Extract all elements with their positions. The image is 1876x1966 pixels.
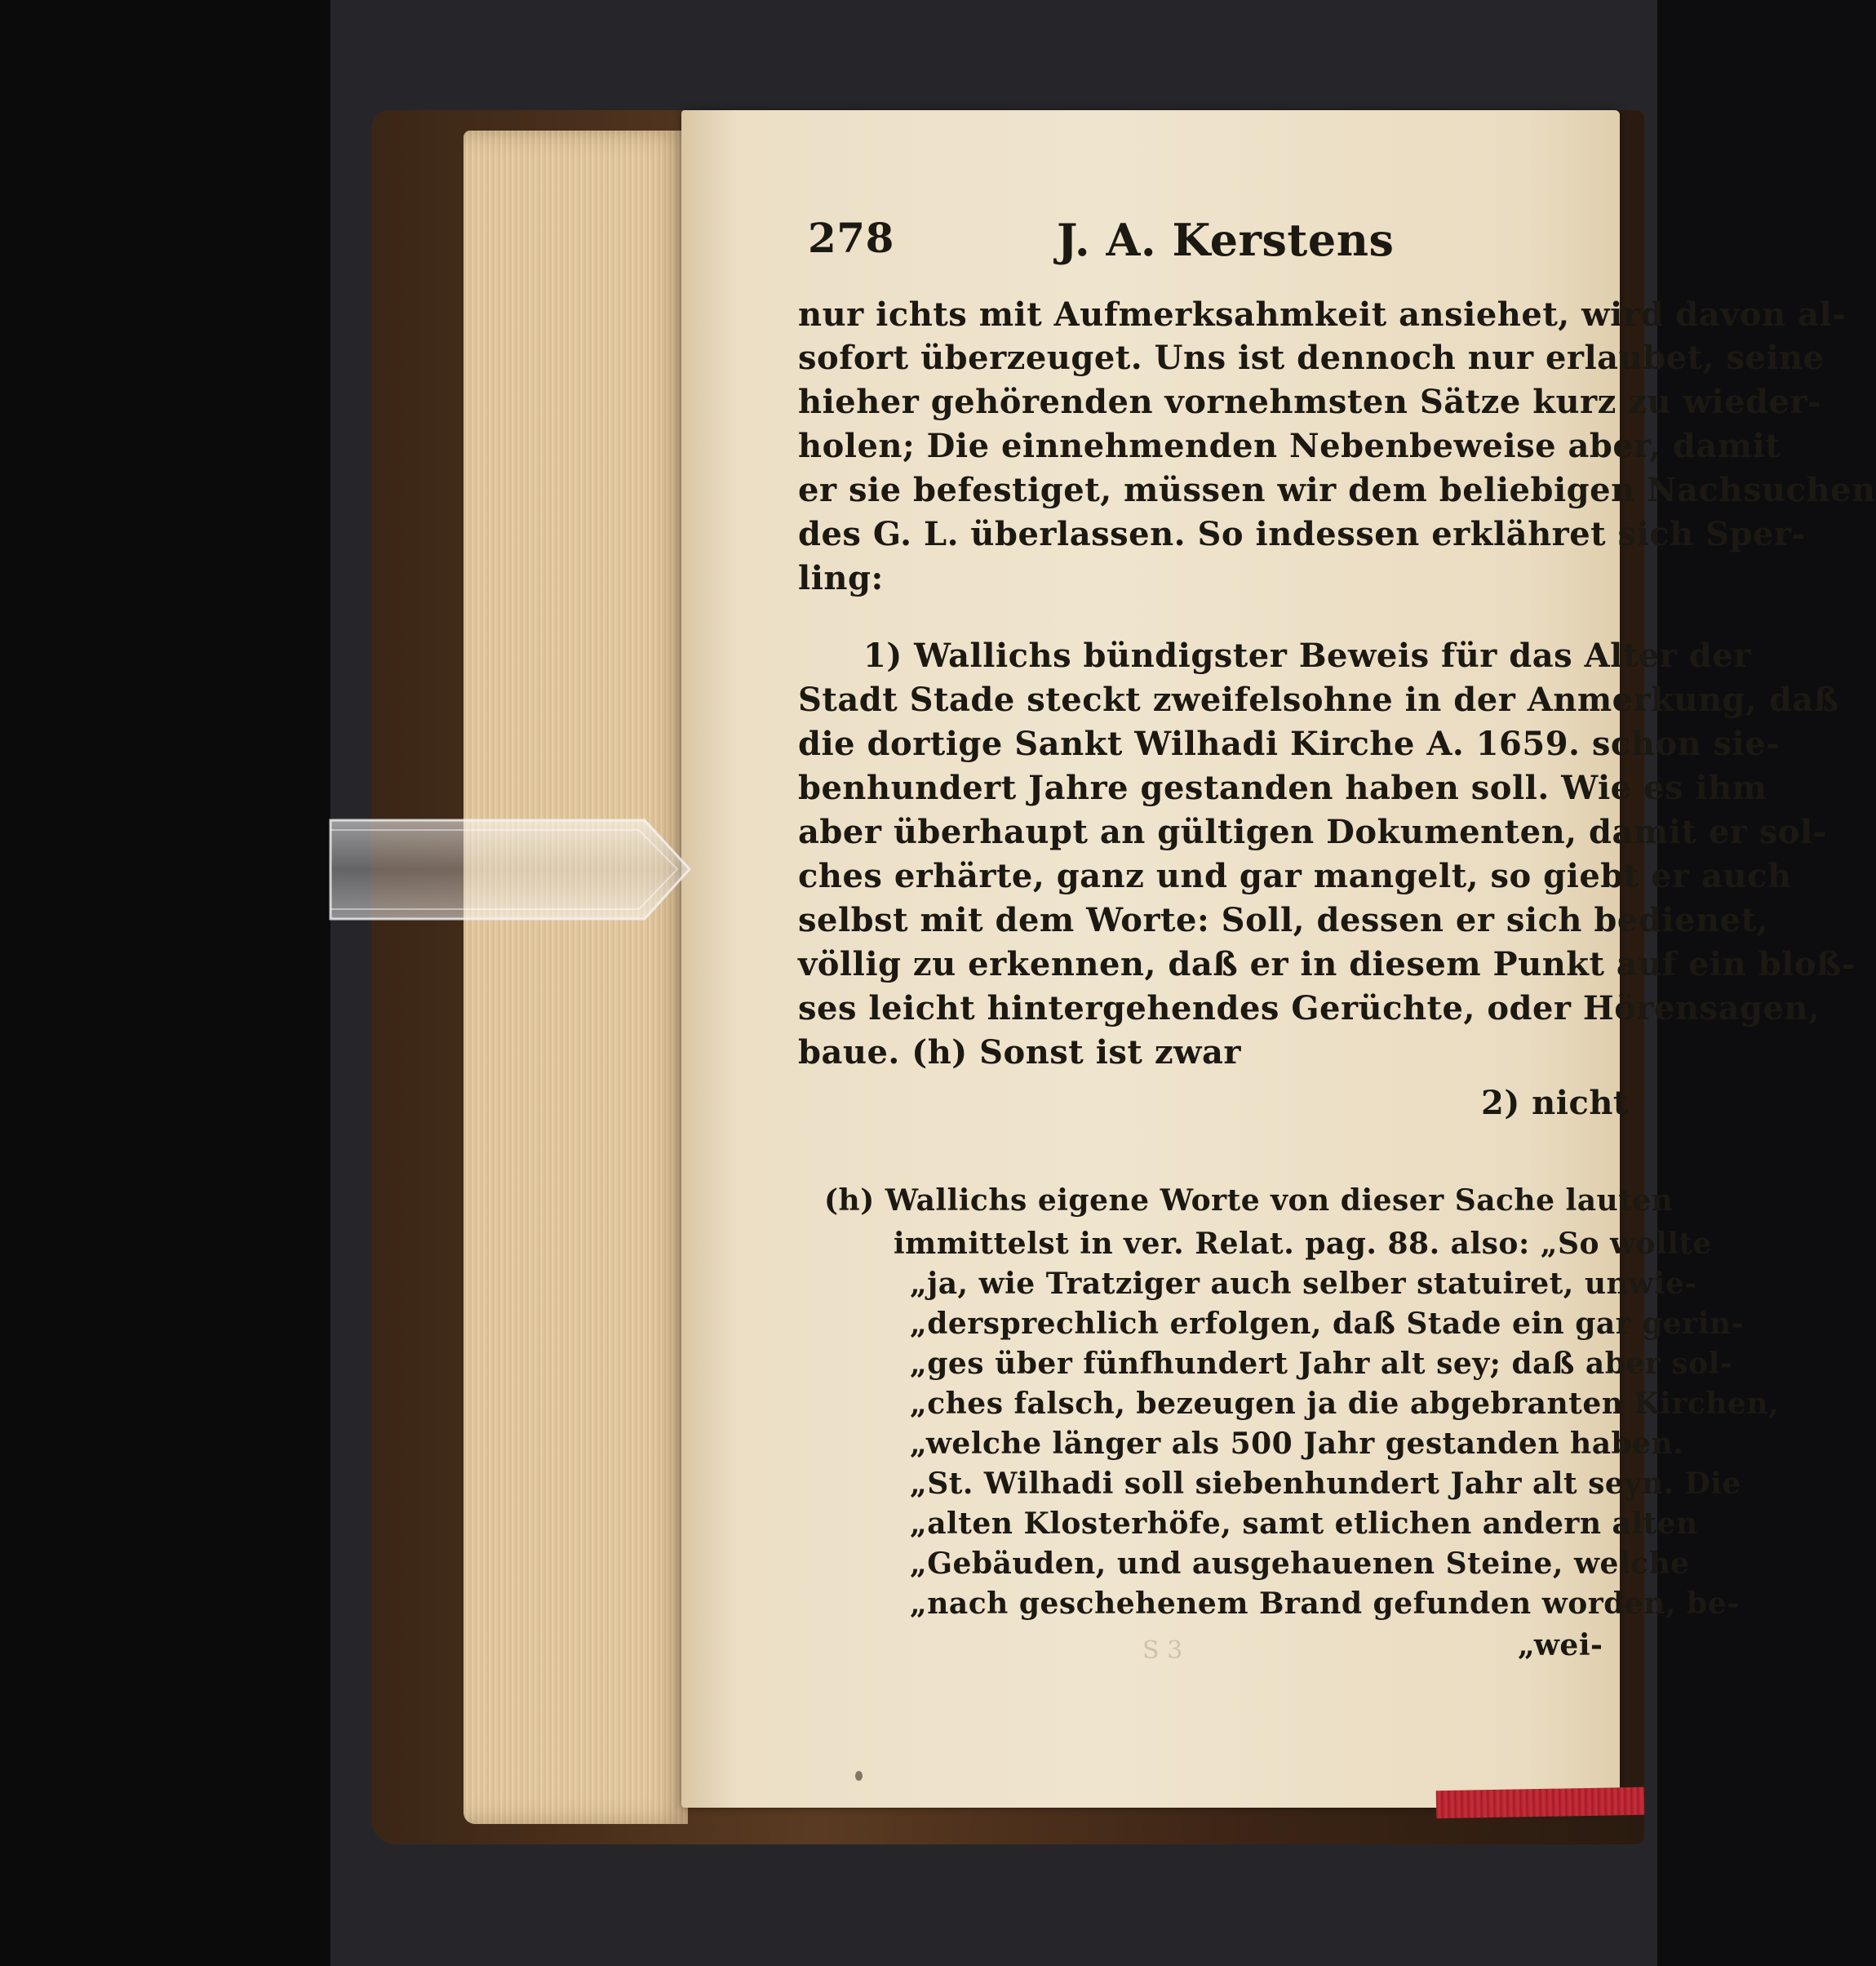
body-line: des G. L. überlassen. So indessen erklähret sich Sper-	[798, 515, 1806, 553]
signature-mark: S 3	[1142, 1636, 1183, 1665]
body-line: völlig zu erkennen, daß er in diesem Punkt auf ein bloß-	[798, 945, 1856, 983]
footnote-line: „Gebäuden, und ausgehauenen Steine, welche	[910, 1547, 1690, 1581]
catchword: 2) nicht	[1481, 1084, 1629, 1122]
ink-smudge	[855, 1771, 863, 1781]
footnote-line: „ges über fünfhundert Jahr alt sey; daß aber sol-	[910, 1347, 1733, 1381]
footnote-line: „ches falsch, bezeugen ja die abgebranten Kirchen,	[910, 1387, 1780, 1421]
ribbon-bookmark	[1436, 1787, 1645, 1818]
body-line: selbst mit dem Worte: Soll, dessen er sich bedienet,	[798, 901, 1768, 939]
body-line: aber überhaupt an gültigen Dokumenten, damit er sol-	[798, 813, 1827, 851]
page-block-fore-edge	[463, 131, 688, 1824]
footnote-line: „nach geschehenem Brand gefunden worden, be-	[910, 1587, 1740, 1621]
body-line: baue. (h) Sonst ist zwar	[798, 1033, 1241, 1072]
body-line: ling:	[798, 559, 884, 597]
footnote-line: „St. Wilhadi soll siebenhundert Jahr alt seyn. Die	[910, 1467, 1741, 1501]
body-line: hieher gehörenden vornehmsten Sätze kurz zu wieder-	[798, 383, 1822, 421]
body-line: die dortige Sankt Wilhadi Kirche A. 1659. schon sie-	[798, 725, 1781, 763]
body-line: holen; Die einnehmenden Nebenbeweise aber, damit	[798, 427, 1781, 465]
body-line: 1) Wallichs bündigster Beweis für das Alter der	[863, 637, 1751, 675]
body-line: ses leicht hintergehendes Gerüchte, oder Hörensagen,	[798, 989, 1821, 1027]
body-line: ches erhärte, ganz und gar mangelt, so giebt er auch	[798, 857, 1792, 895]
body-line: sofort überzeuget. Uns ist dennoch nur erlaubet, seine	[798, 339, 1825, 377]
body-line: Stadt Stade steckt zweifelsohne in der Anmerkung, daß	[798, 681, 1839, 719]
running-title: J. A. Kerstens	[1057, 214, 1395, 266]
page-number: 278	[808, 214, 894, 262]
footnote-line: immittelst in ver. Relat. pag. 88. also: „So wollte	[894, 1227, 1712, 1261]
footnote-line: (h) Wallichs eigene Worte von dieser Sache lauten	[824, 1183, 1674, 1218]
footnote-line: „alten Klosterhöfe, samt etlichen andern alten	[910, 1507, 1698, 1541]
footnote-line: „dersprechlich erfolgen, daß Stade ein gar gerin-	[910, 1307, 1745, 1341]
footnote-line: „ja, wie Tratziger auch selber statuiret, unwie-	[910, 1267, 1697, 1301]
body-line: benhundert Jahre gestanden haben soll. Wie es ihm	[798, 769, 1767, 807]
body-line: er sie befestiget, müssen wir dem beliebigen Nachsuchen	[798, 471, 1876, 509]
footnote-line: „welche länger als 500 Jahr gestanden haben.	[910, 1427, 1684, 1461]
body-line: nur ichts mit Aufmerksahmkeit ansiehet, wird davon al-	[798, 295, 1847, 334]
footnote-catchword: „wei-	[1518, 1628, 1603, 1662]
